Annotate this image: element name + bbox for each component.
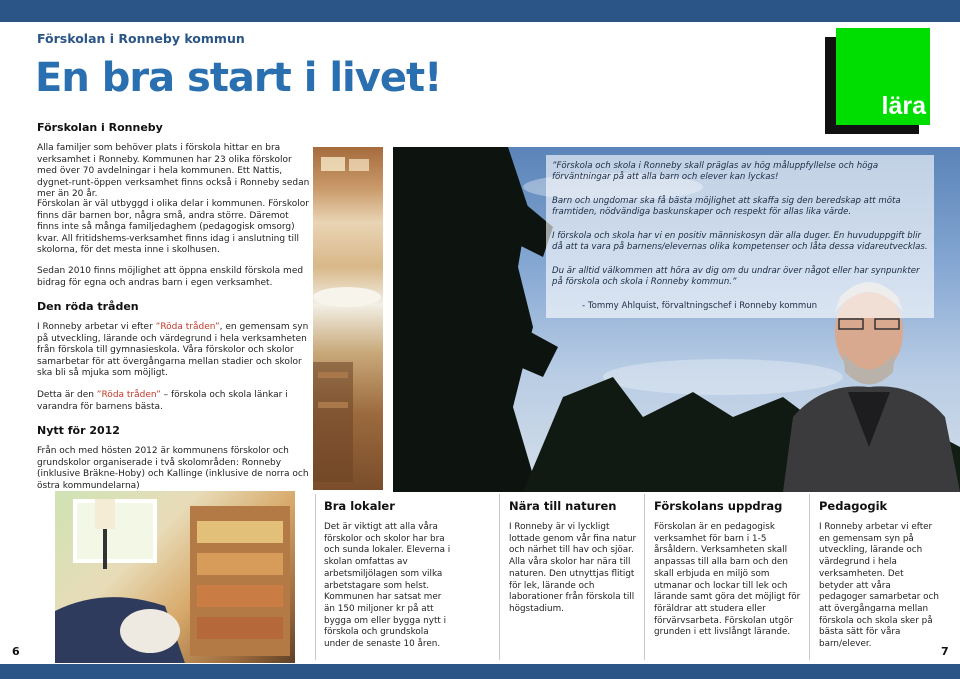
column-pedagogik (819, 499, 939, 651)
column-separator (499, 494, 500, 660)
paragraph-1: Alla familjer som behöver plats i förskola hittar en bra verksamhet i Ronneby. Kommunen har 23 olika förskolor med över 70 avdelningar i hela kommunen. Ett Nattis, dygnet-runt-öppen verksamhet finns också i Ronneby sedan mer än 20 år. (37, 143, 310, 200)
page-headline: En bra start i livet! (35, 55, 442, 101)
column-text: Det är viktigt att alla våra förskolor och skolor har bra och sunda lokaler. Eleverna i skolan omfattas av arbetsmiljölagen som vilka arbetstagare som helst. Kommunen har satsat mer än 150 miljoner kr på att bygga om eller bygga nytt i förskola och grundskola under de senaste 10 åren. (324, 522, 451, 650)
lara-badge: lära (836, 28, 930, 125)
column-title: Förskolans uppdrag (654, 499, 783, 513)
bottom-color-bar (0, 664, 960, 679)
column-nara-till-naturen (509, 499, 639, 616)
column-title: Bra lokaler (324, 499, 395, 513)
column-bra-lokaler (324, 499, 454, 651)
top-color-bar (0, 0, 960, 22)
roda-traden-highlight: ”Röda tråden” (96, 390, 161, 400)
paragraph-4: I Ronneby arbetar vi efter ”Röda tråden”, en gemensam syn på utveckling, lärande och värdegrund i hela verksamheten från förskola till gymnasieskola. Våra förskolor och skolor samarbetar för att övergångarna mellan stadier och skolor ska bli så mjuka som möjligt. (37, 322, 309, 379)
preschool-room-photo (313, 147, 383, 490)
paragraph-5: Detta är den ”Röda tråden” – förskola och skola länkar i varandra för barnens bästa. (37, 390, 288, 412)
page-number-left: 6 (12, 645, 20, 658)
quote-signature: - Tommy Ahlquist, förvaltningschef i Ronneby kommun (582, 301, 818, 311)
column-text: Förskolan är en pedagogisk verksamhet för barn i 1-5 årsåldern. Verksamheten skall anpassas till alla barn och den skall erbjuda en miljö som utmanar och lockar till lek och lärande samt göra det möjligt för föräldrar att studera eller förvärvsarbeta. Förskolan utgör grunden i ett livslångt lärande. (654, 522, 801, 638)
column-text: I Ronneby är vi lyckligt lottade genom vår fina natur och närhet till hav och sjöar. Alla våra skolor har nära till naturen. Den utnyttjas flitigt för lek, lärande och laborationer från förskola till högstadium. (509, 522, 637, 614)
column-separator (315, 494, 316, 660)
column-separator (809, 494, 810, 660)
column-title: Pedagogik (819, 499, 888, 513)
section-title-roda-traden: Den röda tråden (37, 300, 139, 313)
section-title-forskolan: Förskolan i Ronneby (37, 121, 163, 134)
quote-paragraph-3: I förskola och skola har vi en positiv människosyn där alla duger. En huvuduppgift blir då att ta vara på barnens/elevernas olika kompetenser och låta dessa vidareutvecklas. (552, 231, 928, 253)
kicker-title: Förskolan i Ronneby kommun (37, 31, 245, 46)
paragraph-2: Förskolan är väl utbyggd i olika delar i kommunen. Förskolor finns där barnen bor, några små, andra större. Däremot finns inte så många familjedaghem (pedagogisk omsorg) kvar. All fritidshems-verksamhet finns idag i anslutning till skolorna, för det mesta inne i skolhusen. (37, 199, 309, 256)
quote-box (546, 155, 934, 318)
quote-paragraph-4: Du är alltid välkommen att höra av dig om du undrar över något eller har synpunkter på förskola och skola i Ronneby kommun.” (552, 266, 920, 288)
column-separator (644, 494, 645, 660)
paragraph-6: Från och med hösten 2012 är kommunens förskolor och grundskolor organiserade i två skolområden: Ronneby (inklusive Bräkne-Hoby) och Kallinge (inklusive de norra och östra kommundelarna) (37, 446, 309, 491)
section-title-nytt-2012: Nytt för 2012 (37, 424, 120, 437)
column-text: I Ronneby arbetar vi efter en gemensam syn på utveckling, lärande och värdegrund i hela verksamheten. Det betyder att våra pedagoger samarbetar och att övergångarna mellan förskola och skola sker på bästa sätt för våra barn/elever. (819, 522, 939, 650)
paragraph-3: Sedan 2010 finns möjlighet att öppna enskild förskola med bidrag för egna och andras barn i egen verksamhet. (37, 266, 304, 288)
reading-corner-photo (55, 491, 295, 663)
column-title: Nära till naturen (509, 499, 617, 513)
quote-paragraph-2: Barn och ungdomar ska få bästa möjlighet att skaffa sig den beredskap att möta framtiden, nödvändiga baskunskaper och respekt för allas lika värde. (552, 196, 901, 218)
page-number-right: 7 (941, 645, 949, 658)
column-forskolans-uppdrag (654, 499, 804, 639)
quote-paragraph-1: ”Förskola och skola i Ronneby skall präglas av hög måluppfyllelse och höga förväntningar på att alla barn och elever kan lyckas! (552, 161, 879, 183)
roda-traden-highlight: ”Röda tråden” (155, 322, 220, 332)
